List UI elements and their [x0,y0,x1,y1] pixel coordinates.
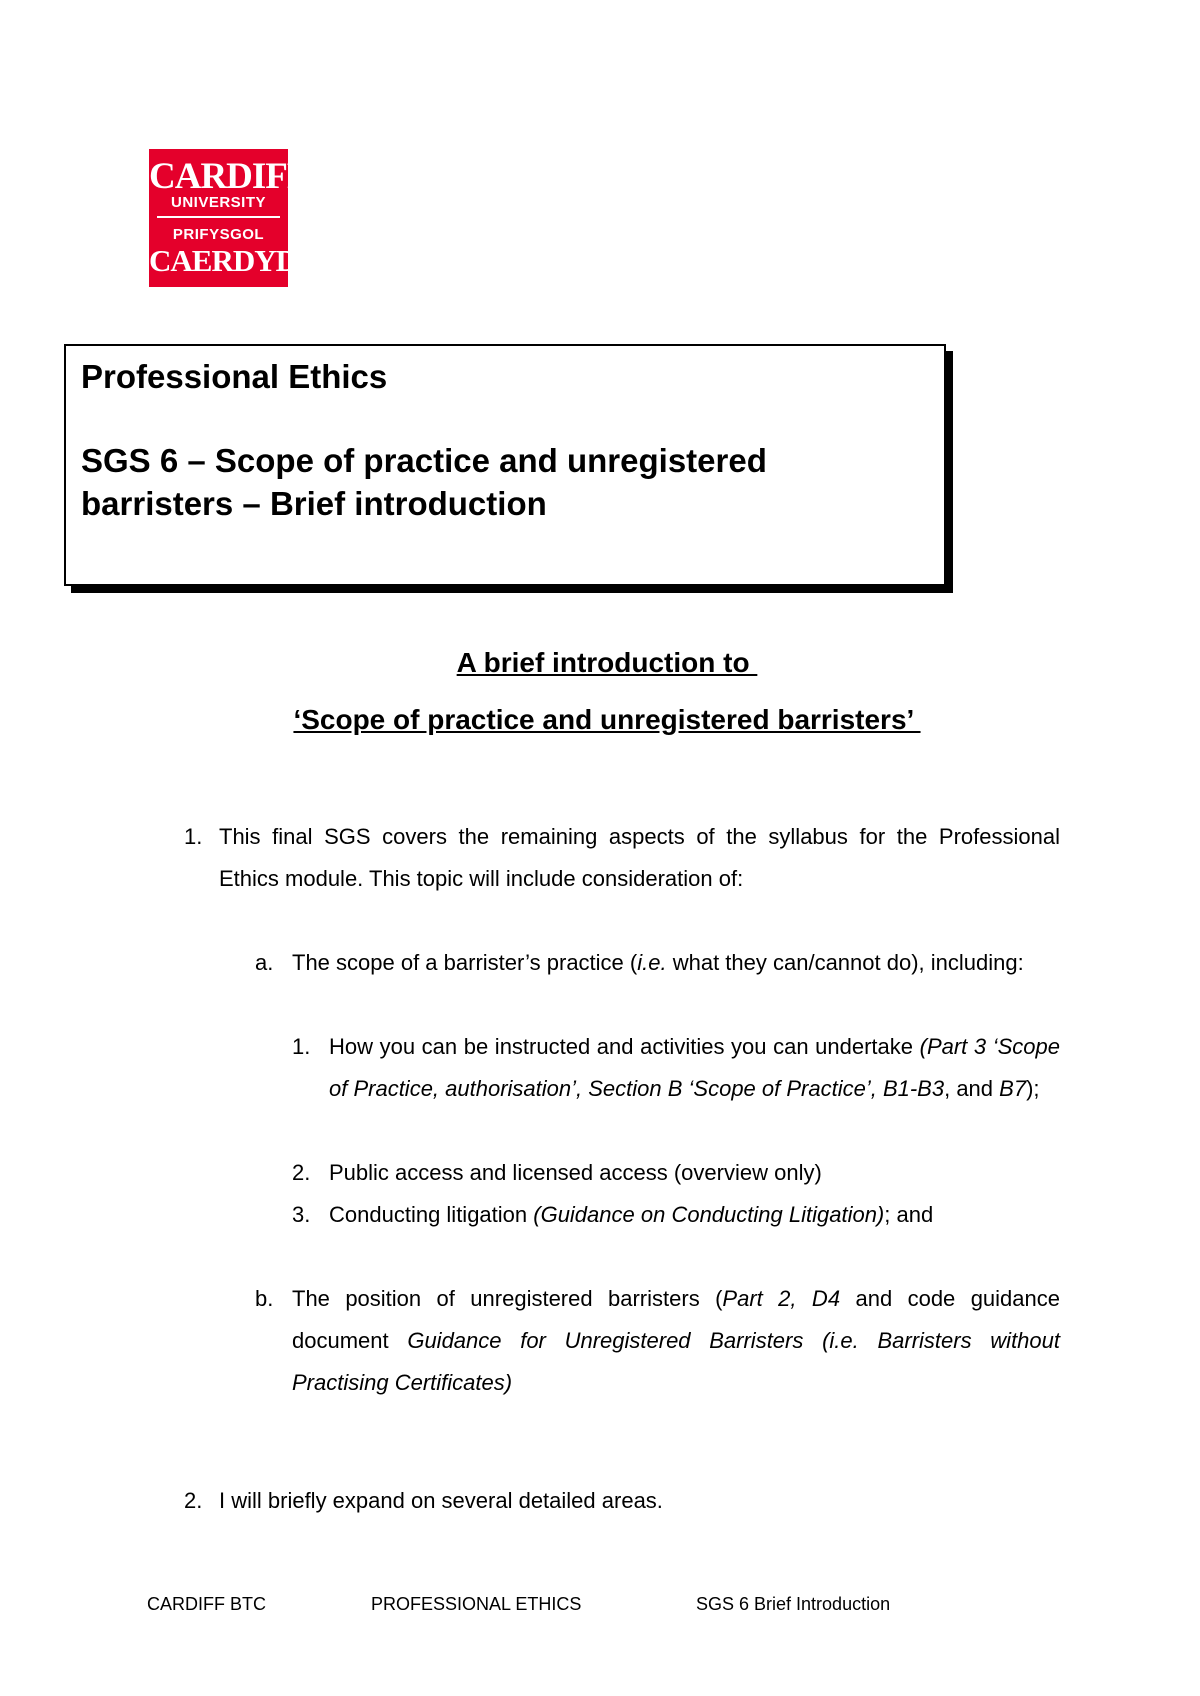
sub-item-3-text-1: Conducting litigation [329,1202,534,1227]
logo-divider [157,216,280,218]
sub-item-1-text-1: How you can be instructed and activities you can undertake [329,1034,920,1059]
sub-item-1-text-2: , and [944,1076,1000,1101]
sub-item-3-text [329,1194,1060,1236]
logo-line-cardiff: CARDIFF [149,156,309,197]
item-a-text-2: what they can/cannot do), including: [666,950,1024,975]
sub-item-3-number: 3. [292,1202,311,1227]
item-a-letter: a. [255,950,274,975]
logo-line-university: UNIVERSITY [170,194,266,211]
item-b-text-1: The position of unregistered barristers ( [292,1286,723,1311]
course-title: Professional Ethics [81,358,388,395]
item-2-number: 2. [184,1488,203,1513]
sub-item-1-number: 1. [292,1034,311,1059]
footer-center: PROFESSIONAL ETHICS [371,1594,582,1614]
footer-right: SGS 6 Brief Introduction [696,1594,891,1614]
sub-item-1-text [329,1026,1060,1110]
sub-item-3-italic: (Guidance on Conducting Litigation) [533,1202,885,1227]
title-box [64,344,946,586]
section-heading-line2: ‘Scope of practice and unregistered barristers’ [293,704,921,735]
item-a-text-1: The scope of a barrister’s practice ( [292,950,638,975]
item-b-italic-2: Guidance for Unregistered Barristers (i.e. Barristers without Practising Certificates) [292,1328,1060,1395]
item-2-text: I will briefly expand on several detailed areas. [219,1488,663,1513]
footer-left: CARDIFF BTC [147,1594,266,1614]
sub-item-3-text-2: ; and [884,1202,934,1227]
item-1-text: This final SGS covers the remaining aspects of the syllabus for the Professional Ethics module. This topic will include consideration of: [219,824,1060,891]
cardiff-university-logo [149,149,319,287]
sub-item-1-italic-1: (Part 3 ‘Scope of Practice, authorisation’, Section B ‘Scope of Practice’, B1-B3 [329,1034,1060,1101]
item-b-letter: b. [255,1286,274,1311]
logo-line-prifysgol: PRIFYSGOL [172,226,265,243]
item-a-text-ie: i.e. [637,950,667,975]
sub-item-2-number: 2. [292,1160,311,1185]
sub-item-2-text: Public access and licensed access (overview only) [329,1160,822,1185]
item-b-text-2: and code guidance document [292,1286,1060,1353]
document-title: SGS 6 – Scope of practice and unregistered barristers – Brief introduction [81,442,767,522]
item-b-italic-1: Part 2, D4 [722,1286,841,1311]
section-heading-line1: A brief introduction to [456,647,758,678]
item-a-text [292,942,1060,984]
sub-item-1-italic-2: B7 [999,1076,1027,1101]
logo-line-caerdydd: CAERDYDD [149,243,319,278]
sub-item-1-text-3: ); [1026,1076,1040,1101]
item-b-text [292,1278,1060,1404]
item-1-number: 1. [184,824,203,849]
